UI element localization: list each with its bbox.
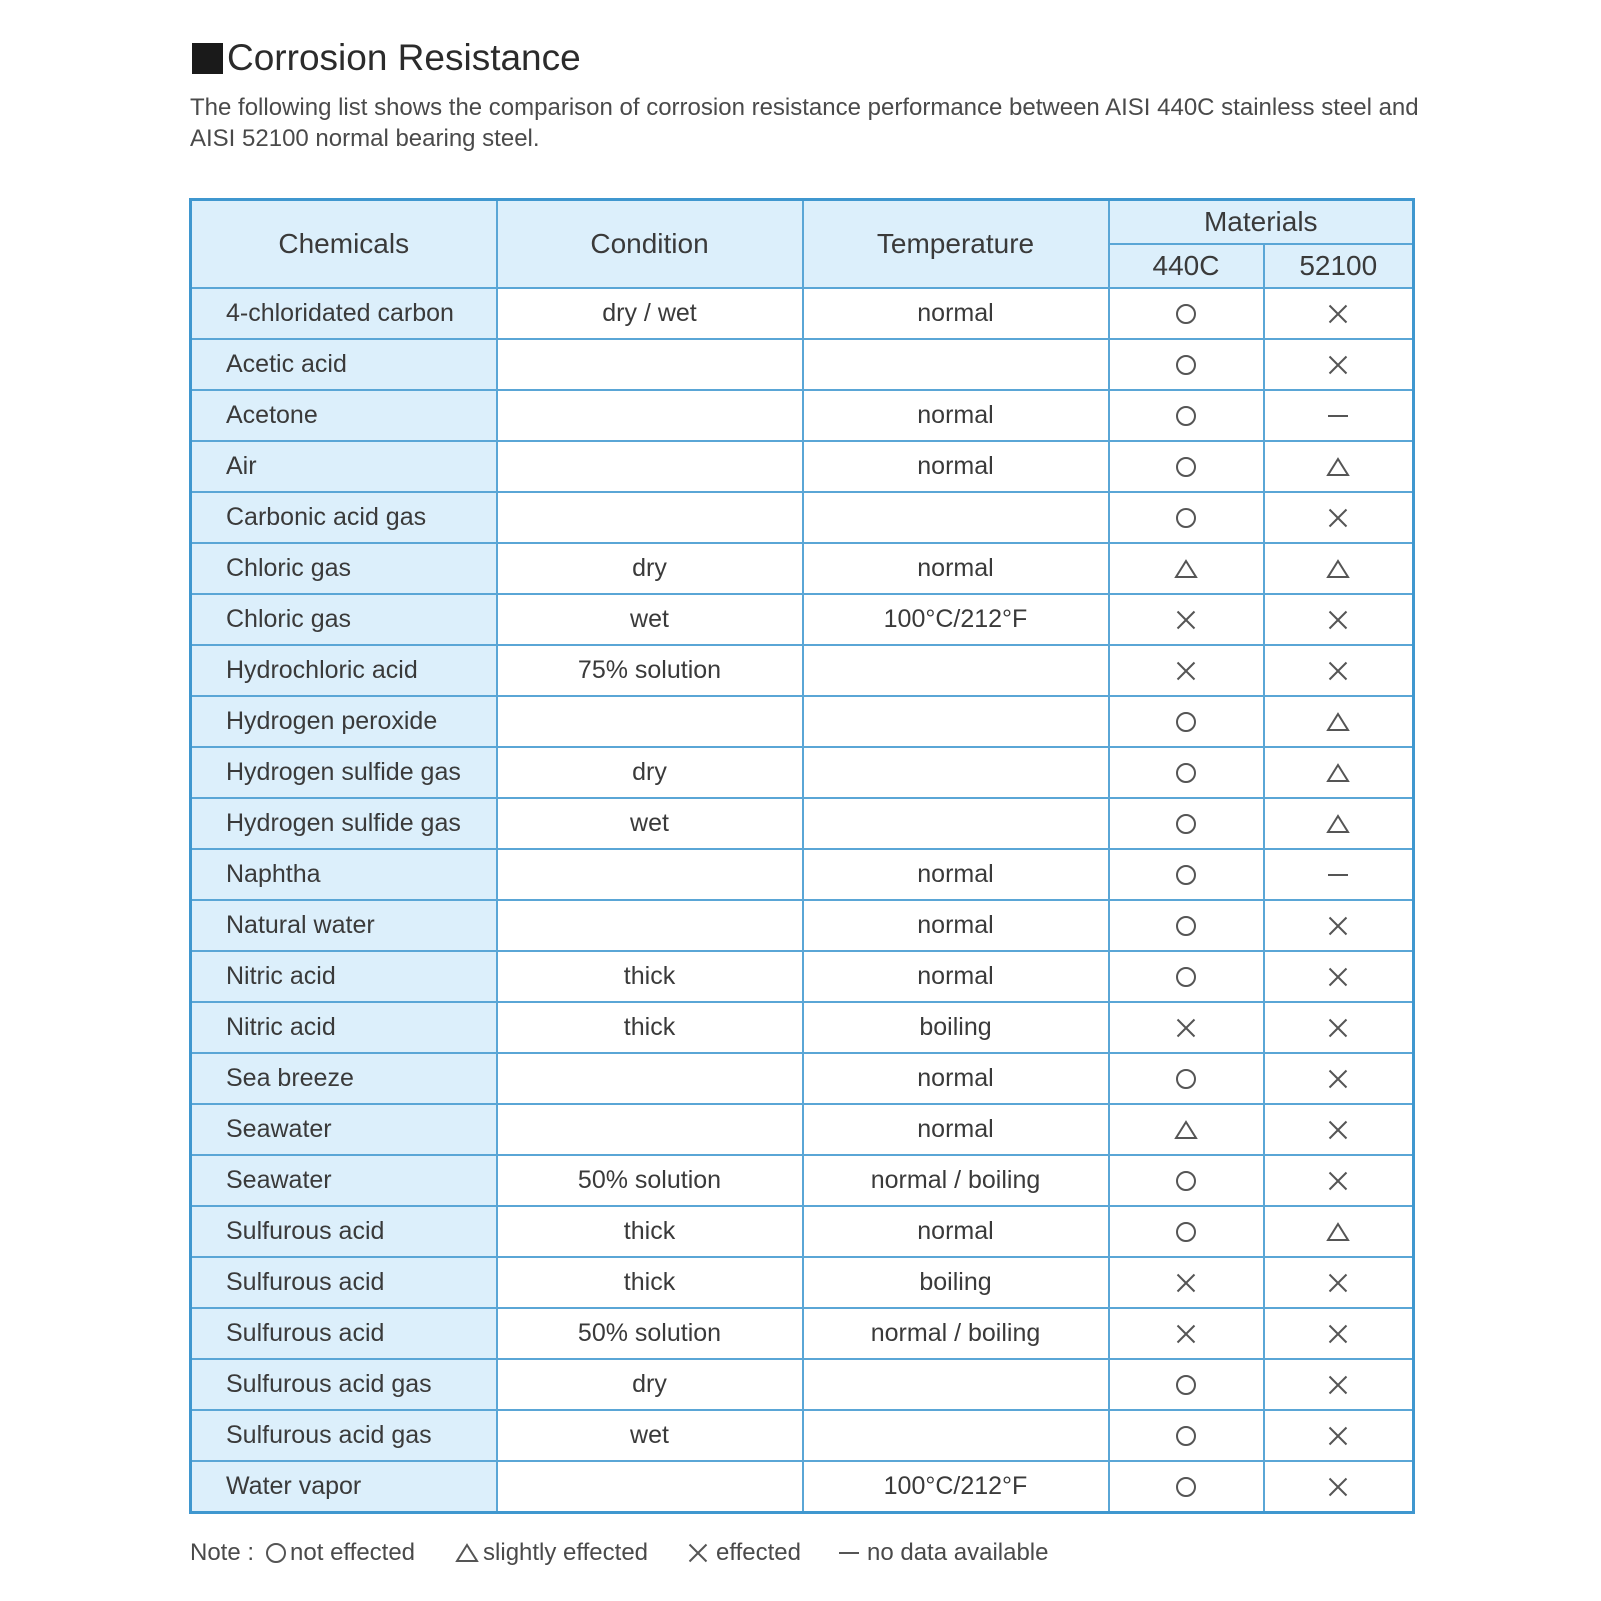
header-temperature: Temperature — [803, 200, 1109, 289]
condition-cell: wet — [497, 594, 803, 645]
condition-cell — [497, 1053, 803, 1104]
intro-paragraph: The following list shows the comparison of corrosion resistance performance between AISI 440C stainless steel and AISI 52100 normal bearing steel. — [190, 94, 1419, 152]
cross-icon — [1328, 304, 1348, 324]
circle-icon — [1176, 865, 1196, 885]
temperature-cell — [803, 798, 1109, 849]
circle-icon — [1176, 763, 1196, 783]
rating-cell-52100 — [1264, 747, 1414, 798]
chemical-cell: 4-chloridated carbon — [191, 288, 497, 339]
circle-icon — [1176, 1069, 1196, 1089]
cross-icon — [1176, 661, 1196, 681]
rating-cell-440c — [1109, 696, 1264, 747]
temperature-cell — [803, 1410, 1109, 1461]
cross-icon — [688, 1543, 708, 1563]
rating-cell-440c — [1109, 1461, 1264, 1513]
chemical-cell: Seawater — [191, 1104, 497, 1155]
temperature-cell: normal / boiling — [803, 1155, 1109, 1206]
legend-item-no-data — [839, 1539, 1048, 1567]
rating-cell-440c — [1109, 543, 1264, 594]
rating-cell-440c — [1109, 1257, 1264, 1308]
circle-icon — [266, 1543, 286, 1563]
chemical-cell: Sulfurous acid — [191, 1206, 497, 1257]
rating-cell-52100 — [1264, 543, 1414, 594]
legend-label: effected — [716, 1539, 801, 1566]
temperature-cell: normal — [803, 288, 1109, 339]
condition-cell — [497, 696, 803, 747]
cross-icon — [1328, 1171, 1348, 1191]
rating-cell-52100 — [1264, 1206, 1414, 1257]
chemical-cell: Sulfurous acid — [191, 1257, 497, 1308]
rating-cell-52100 — [1264, 288, 1414, 339]
table-row — [191, 339, 1414, 390]
dash-icon — [1328, 415, 1348, 417]
triangle-icon — [1326, 457, 1350, 477]
rating-cell-440c — [1109, 798, 1264, 849]
circle-icon — [1176, 304, 1196, 324]
table-row — [191, 645, 1414, 696]
circle-icon — [1176, 814, 1196, 834]
rating-cell-52100 — [1264, 645, 1414, 696]
condition-cell — [497, 390, 803, 441]
rating-cell-440c — [1109, 747, 1264, 798]
temperature-cell — [803, 645, 1109, 696]
cross-icon — [1328, 916, 1348, 936]
chemical-cell: Seawater — [191, 1155, 497, 1206]
condition-cell — [497, 849, 803, 900]
circle-icon — [1176, 712, 1196, 732]
temperature-cell — [803, 1359, 1109, 1410]
temperature-cell — [803, 339, 1109, 390]
legend-note — [190, 1536, 1048, 1570]
rating-cell-440c — [1109, 594, 1264, 645]
cross-icon — [1328, 1324, 1348, 1344]
rating-cell-52100 — [1264, 492, 1414, 543]
condition-cell: thick — [497, 1206, 803, 1257]
rating-cell-52100 — [1264, 441, 1414, 492]
rating-cell-52100 — [1264, 339, 1414, 390]
rating-cell-52100 — [1264, 1359, 1414, 1410]
rating-cell-440c — [1109, 1410, 1264, 1461]
chemical-cell: Chloric gas — [191, 543, 497, 594]
temperature-cell — [803, 492, 1109, 543]
chemical-cell: Air — [191, 441, 497, 492]
chemical-cell: Sea breeze — [191, 1053, 497, 1104]
cross-icon — [1328, 1069, 1348, 1089]
triangle-icon — [1326, 763, 1350, 783]
condition-cell: dry — [497, 543, 803, 594]
condition-cell — [497, 1104, 803, 1155]
rating-cell-52100 — [1264, 1002, 1414, 1053]
chemical-cell: Naphtha — [191, 849, 497, 900]
table-row — [191, 1359, 1414, 1410]
table-row — [191, 1257, 1414, 1308]
title-text: Corrosion Resistance — [227, 37, 581, 78]
rating-cell-440c — [1109, 1155, 1264, 1206]
black-square-icon — [192, 43, 223, 74]
triangle-icon — [1326, 712, 1350, 732]
rating-cell-52100 — [1264, 798, 1414, 849]
table-row — [191, 1308, 1414, 1359]
table-row — [191, 1206, 1414, 1257]
condition-cell — [497, 900, 803, 951]
table-row — [191, 798, 1414, 849]
chemical-cell: Acetic acid — [191, 339, 497, 390]
corrosion-table — [189, 198, 1415, 1514]
temperature-cell: normal — [803, 390, 1109, 441]
chemical-cell: Nitric acid — [191, 1002, 497, 1053]
condition-cell — [497, 441, 803, 492]
rating-cell-440c — [1109, 1206, 1264, 1257]
rating-cell-440c — [1109, 645, 1264, 696]
header-chemicals: Chemicals — [191, 200, 497, 289]
temperature-cell: normal — [803, 951, 1109, 1002]
temperature-cell: normal — [803, 1104, 1109, 1155]
circle-icon — [1176, 916, 1196, 936]
temperature-cell: boiling — [803, 1002, 1109, 1053]
rating-cell-52100 — [1264, 390, 1414, 441]
table-row — [191, 594, 1414, 645]
circle-icon — [1176, 1375, 1196, 1395]
table-row — [191, 1002, 1414, 1053]
rating-cell-52100 — [1264, 1461, 1414, 1513]
temperature-cell: normal — [803, 1053, 1109, 1104]
chemical-cell: Hydrogen sulfide gas — [191, 798, 497, 849]
circle-icon — [1176, 1222, 1196, 1242]
rating-cell-440c — [1109, 1104, 1264, 1155]
condition-cell: 75% solution — [497, 645, 803, 696]
chemical-cell: Acetone — [191, 390, 497, 441]
condition-cell: thick — [497, 1257, 803, 1308]
cross-icon — [1328, 1477, 1348, 1497]
legend-label: no data available — [867, 1539, 1049, 1566]
circle-icon — [1176, 1477, 1196, 1497]
condition-cell: 50% solution — [497, 1155, 803, 1206]
table-row — [191, 390, 1414, 441]
chemical-cell: Hydrochloric acid — [191, 645, 497, 696]
rating-cell-440c — [1109, 492, 1264, 543]
rating-cell-52100 — [1264, 1257, 1414, 1308]
dash-icon — [839, 1552, 859, 1554]
legend-label: not effected — [290, 1539, 416, 1566]
page-title — [192, 34, 581, 82]
temperature-cell: boiling — [803, 1257, 1109, 1308]
cross-icon — [1328, 1120, 1348, 1140]
condition-cell: dry — [497, 1359, 803, 1410]
chemical-cell: Sulfurous acid gas — [191, 1359, 497, 1410]
circle-icon — [1176, 508, 1196, 528]
condition-cell — [497, 339, 803, 390]
cross-icon — [1328, 1273, 1348, 1293]
table-row — [191, 1104, 1414, 1155]
condition-cell — [497, 1461, 803, 1513]
temperature-cell — [803, 747, 1109, 798]
legend-item-slightly-effected — [455, 1539, 648, 1567]
temperature-cell — [803, 696, 1109, 747]
rating-cell-440c — [1109, 951, 1264, 1002]
table-row — [191, 900, 1414, 951]
chemical-cell: Hydrogen sulfide gas — [191, 747, 497, 798]
legend-item-not-effected — [266, 1539, 415, 1567]
rating-cell-440c — [1109, 288, 1264, 339]
rating-cell-52100 — [1264, 1410, 1414, 1461]
circle-icon — [1176, 355, 1196, 375]
table-row — [191, 1155, 1414, 1206]
header-materials: Materials — [1109, 200, 1414, 245]
table-row — [191, 1053, 1414, 1104]
header-52100: 52100 — [1264, 244, 1414, 288]
circle-icon — [1176, 1171, 1196, 1191]
table-row — [191, 1410, 1414, 1461]
cross-icon — [1328, 355, 1348, 375]
rating-cell-440c — [1109, 1359, 1264, 1410]
triangle-icon — [1174, 1120, 1198, 1140]
chemical-cell: Chloric gas — [191, 594, 497, 645]
rating-cell-52100 — [1264, 696, 1414, 747]
temperature-cell: normal — [803, 1206, 1109, 1257]
temperature-cell: 100°C/212°F — [803, 1461, 1109, 1513]
table-body — [191, 288, 1414, 1513]
rating-cell-52100 — [1264, 849, 1414, 900]
condition-cell: wet — [497, 1410, 803, 1461]
legend-prefix: Note : — [190, 1539, 255, 1566]
cross-icon — [1328, 508, 1348, 528]
cross-icon — [1176, 1273, 1196, 1293]
temperature-cell: normal — [803, 543, 1109, 594]
cross-icon — [1176, 1018, 1196, 1038]
temperature-cell: normal — [803, 900, 1109, 951]
table-row — [191, 288, 1414, 339]
rating-cell-52100 — [1264, 1053, 1414, 1104]
table-row — [191, 1461, 1414, 1513]
chemical-cell: Sulfurous acid gas — [191, 1410, 497, 1461]
circle-icon — [1176, 1426, 1196, 1446]
temperature-cell: normal / boiling — [803, 1308, 1109, 1359]
circle-icon — [1176, 406, 1196, 426]
rating-cell-440c — [1109, 849, 1264, 900]
table-row — [191, 441, 1414, 492]
rating-cell-440c — [1109, 1053, 1264, 1104]
circle-icon — [1176, 457, 1196, 477]
triangle-icon — [1326, 814, 1350, 834]
rating-cell-52100 — [1264, 951, 1414, 1002]
legend-label: slightly effected — [483, 1539, 649, 1566]
rating-cell-52100 — [1264, 594, 1414, 645]
cross-icon — [1176, 610, 1196, 630]
rating-cell-440c — [1109, 1308, 1264, 1359]
temperature-cell: 100°C/212°F — [803, 594, 1109, 645]
legend-item-effected — [688, 1539, 801, 1567]
condition-cell: dry / wet — [497, 288, 803, 339]
cross-icon — [1328, 661, 1348, 681]
chemical-cell: Water vapor — [191, 1461, 497, 1513]
cross-icon — [1328, 1426, 1348, 1446]
table-row — [191, 951, 1414, 1002]
dash-icon — [1328, 874, 1348, 876]
rating-cell-440c — [1109, 339, 1264, 390]
condition-cell: wet — [497, 798, 803, 849]
rating-cell-440c — [1109, 390, 1264, 441]
condition-cell: thick — [497, 1002, 803, 1053]
cross-icon — [1176, 1324, 1196, 1344]
table-row — [191, 696, 1414, 747]
rating-cell-440c — [1109, 441, 1264, 492]
cross-icon — [1328, 1018, 1348, 1038]
circle-icon — [1176, 967, 1196, 987]
temperature-cell: normal — [803, 441, 1109, 492]
condition-cell: dry — [497, 747, 803, 798]
chemical-cell: Natural water — [191, 900, 497, 951]
condition-cell — [497, 492, 803, 543]
header-440c: 440C — [1109, 244, 1264, 288]
rating-cell-52100 — [1264, 1104, 1414, 1155]
table-row — [191, 492, 1414, 543]
triangle-icon — [455, 1543, 479, 1563]
chemical-cell: Hydrogen peroxide — [191, 696, 497, 747]
chemical-cell: Nitric acid — [191, 951, 497, 1002]
chemical-cell: Sulfurous acid — [191, 1308, 497, 1359]
table-row — [191, 849, 1414, 900]
rating-cell-52100 — [1264, 900, 1414, 951]
condition-cell: 50% solution — [497, 1308, 803, 1359]
cross-icon — [1328, 610, 1348, 630]
triangle-icon — [1326, 559, 1350, 579]
rating-cell-52100 — [1264, 1155, 1414, 1206]
condition-cell: thick — [497, 951, 803, 1002]
cross-icon — [1328, 967, 1348, 987]
rating-cell-440c — [1109, 1002, 1264, 1053]
triangle-icon — [1174, 559, 1198, 579]
rating-cell-440c — [1109, 900, 1264, 951]
cross-icon — [1328, 1375, 1348, 1395]
triangle-icon — [1326, 1222, 1350, 1242]
temperature-cell: normal — [803, 849, 1109, 900]
rating-cell-52100 — [1264, 1308, 1414, 1359]
chemical-cell: Carbonic acid gas — [191, 492, 497, 543]
header-condition: Condition — [497, 200, 803, 289]
table-row — [191, 543, 1414, 594]
table-row — [191, 747, 1414, 798]
